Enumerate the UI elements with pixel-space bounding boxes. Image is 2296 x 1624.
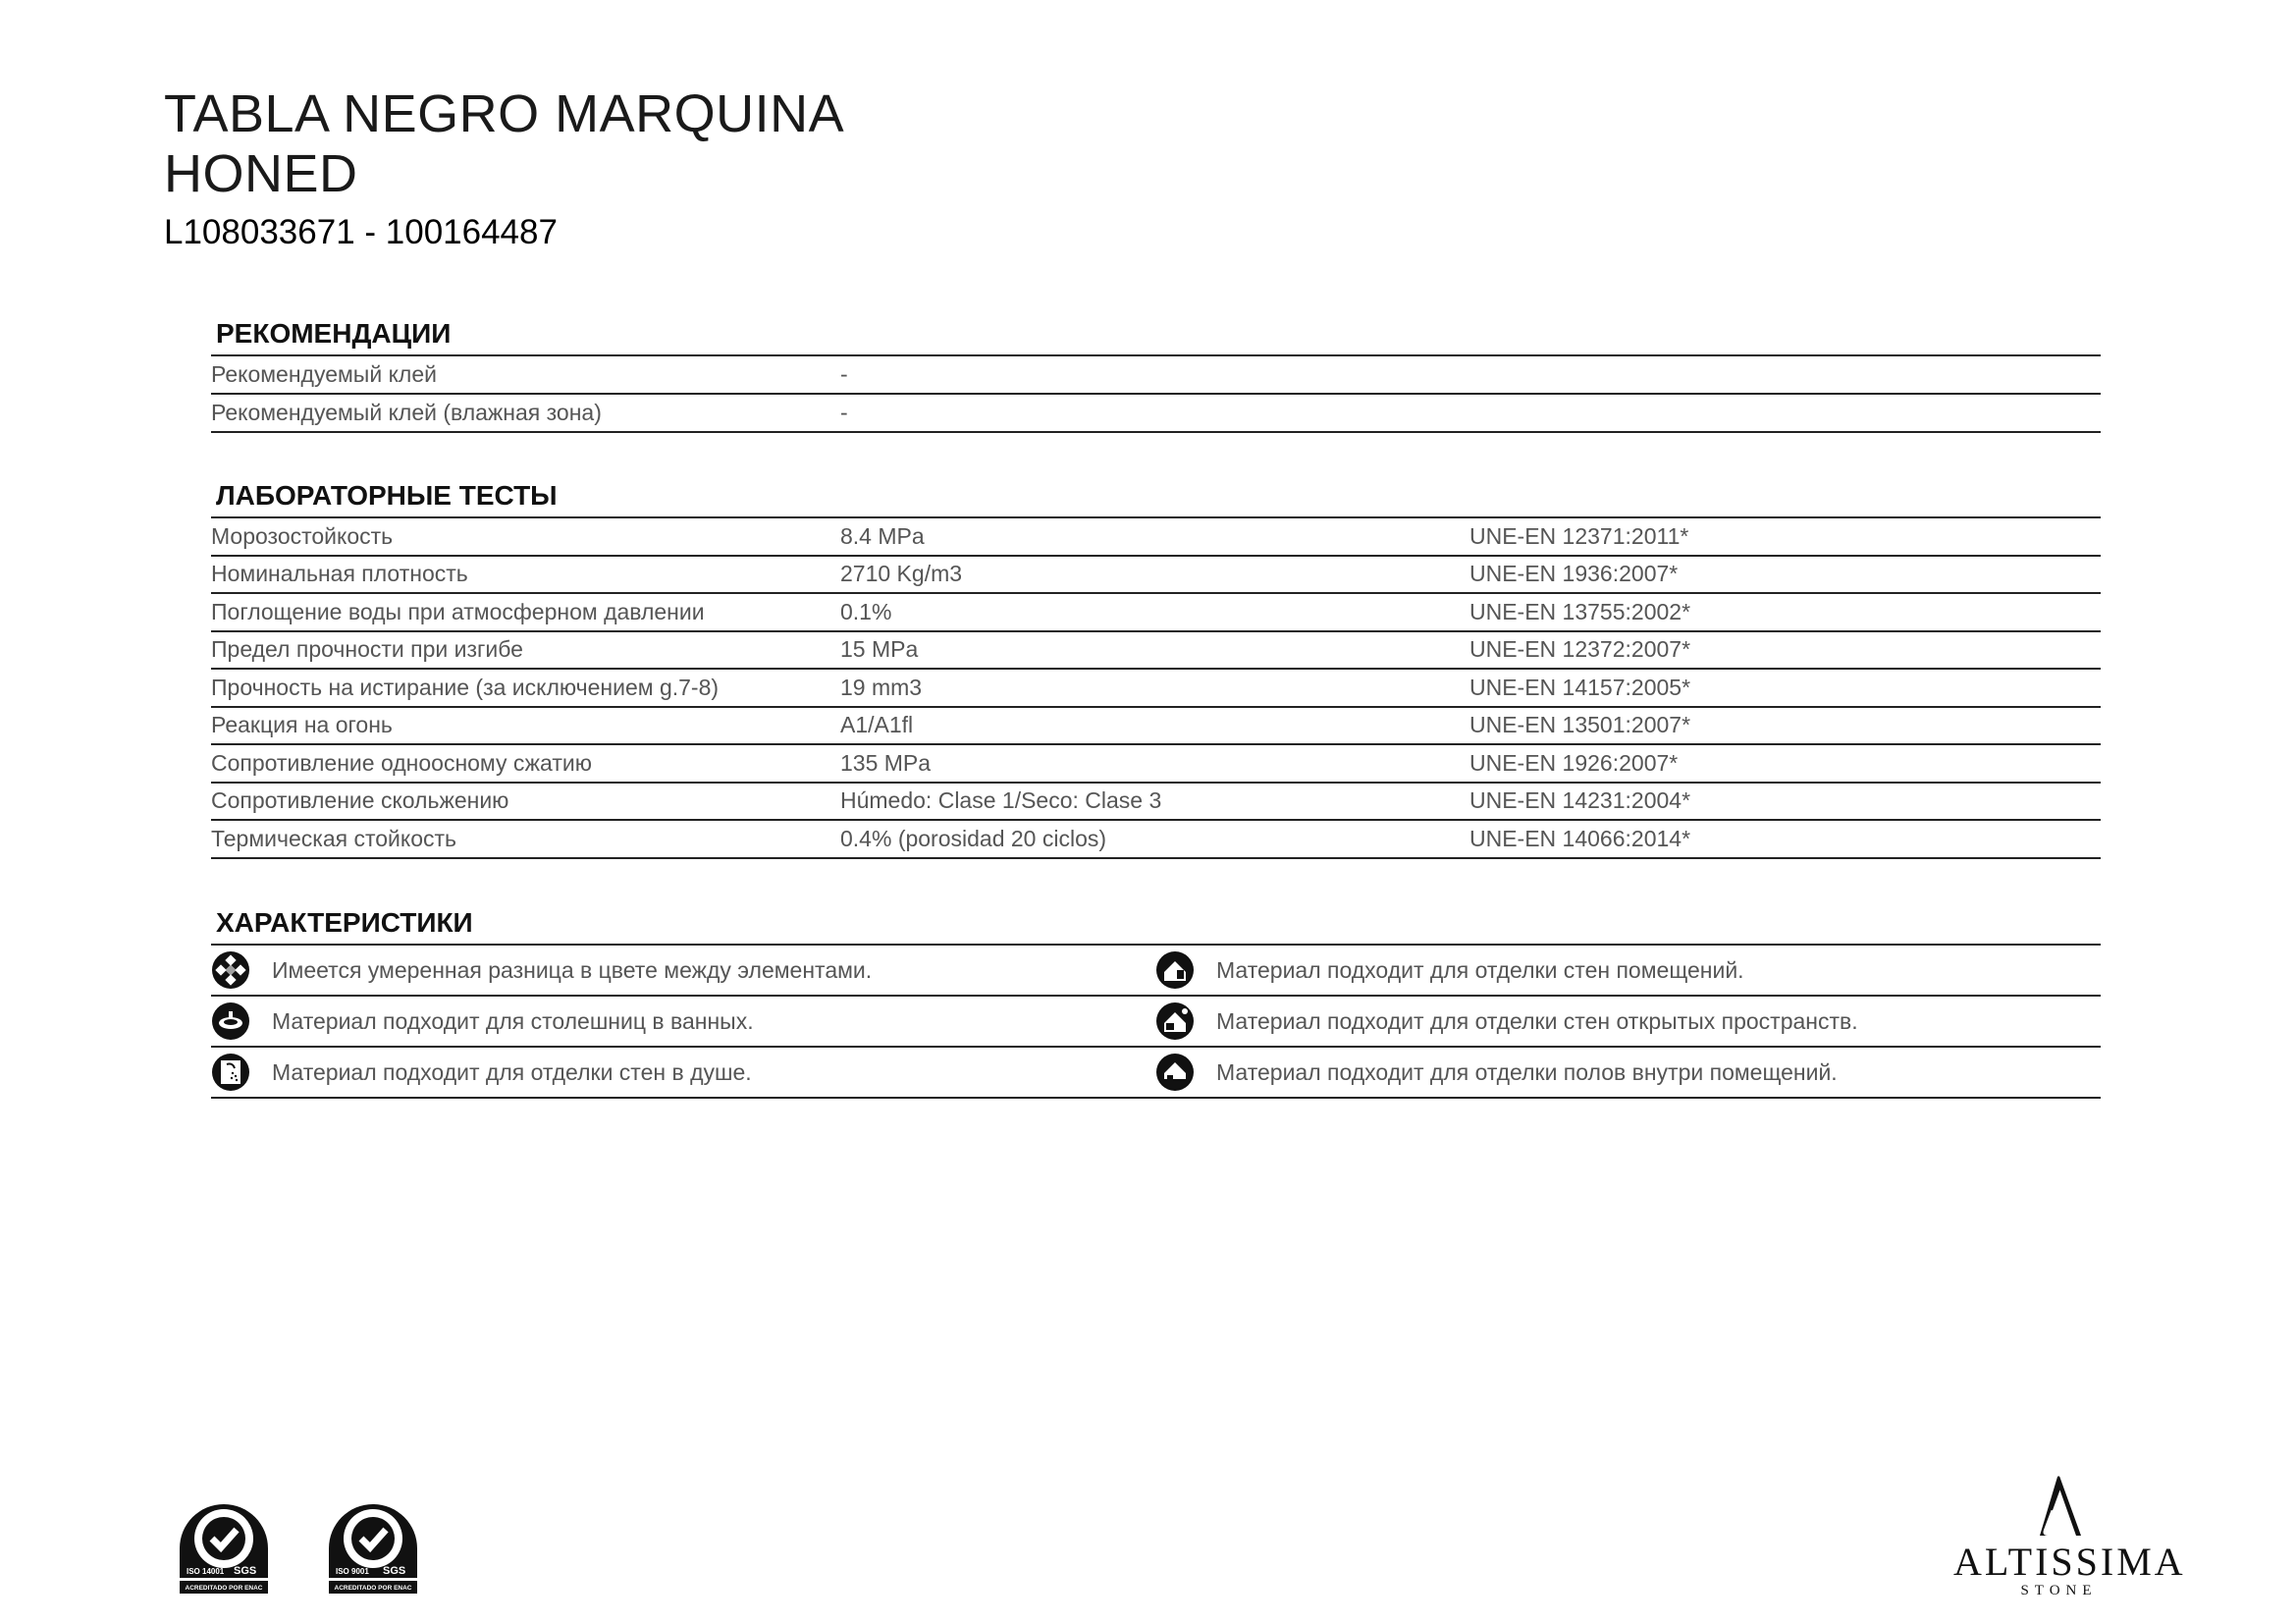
bathroom-countertop-icon — [211, 1001, 250, 1041]
test-norm: UNE-EN 14231:2004* — [1469, 787, 1691, 814]
row-label: Рекомендуемый клей — [211, 361, 437, 387]
test-name: Номинальная плотность — [211, 561, 468, 587]
feature-text: Материал подходит для отделки стен помещений. — [1216, 956, 1744, 983]
exterior-wall-icon — [1155, 1001, 1195, 1041]
cert-ring-text: SYSTEM CERTIFICATION — [182, 1491, 258, 1525]
cert-mark: SGS — [383, 1565, 406, 1577]
features-row — [211, 1048, 2101, 1099]
cert-mark: SGS — [234, 1565, 257, 1577]
test-value: 0.1% — [840, 598, 892, 624]
brand-subtitle: STONE — [2020, 1583, 2098, 1598]
test-value: 2710 Kg/m3 — [840, 561, 963, 587]
feature-item — [211, 950, 1155, 990]
test-name: Поглощение воды при атмосферном давлении — [211, 598, 705, 624]
test-name: Прочность на истирание (за исключением g.7-8) — [211, 674, 720, 700]
test-name: Реакция на огонь — [211, 712, 393, 738]
test-norm: UNE-EN 14157:2005* — [1469, 674, 1691, 700]
table-row — [211, 356, 2101, 395]
row-label: Рекомендуемый клей (влажная зона) — [211, 400, 602, 425]
test-norm: UNE-EN 1936:2007* — [1469, 561, 1679, 587]
cert-iso-label: ISO 14001 — [187, 1567, 225, 1576]
lab-tests-section — [211, 481, 2101, 859]
test-norm: UNE-EN 12372:2007* — [1469, 636, 1691, 663]
product-code: L108033671 - 100164487 — [164, 213, 558, 251]
features-section — [211, 908, 2101, 1099]
iso-9001-badge — [324, 1488, 422, 1596]
test-name: Предел прочности при изгибе — [211, 636, 523, 663]
row-value: - — [840, 400, 848, 425]
test-value: 15 MPa — [840, 636, 919, 663]
table-row — [211, 557, 2101, 595]
row-value: - — [840, 361, 848, 387]
feature-text: Материал подходит для столешниц в ванных. — [272, 1007, 754, 1034]
feature-item — [211, 1001, 1155, 1041]
feature-text: Материал подходит для отделки полов внутри помещений. — [1216, 1058, 1838, 1085]
test-name: Морозостойкость — [211, 522, 394, 549]
section-title: РЕКОМЕНДАЦИИ — [216, 318, 452, 349]
test-value: 0.4% (porosidad 20 ciclos) — [840, 825, 1107, 851]
brand-name: ALTISSIMA — [1953, 1540, 2186, 1584]
test-norm: UNE-EN 13755:2002* — [1469, 598, 1691, 624]
feature-item — [1155, 1053, 2100, 1092]
test-name: Сопротивление скольжению — [211, 787, 509, 814]
table-row — [211, 708, 2101, 746]
shower-wall-icon — [211, 1053, 250, 1092]
iso-14001-badge — [175, 1488, 273, 1596]
cert-footer: ACREDITADO POR ENAC — [185, 1585, 263, 1592]
section-title: ЛАБОРАТОРНЫЕ ТЕСТЫ — [216, 480, 558, 511]
test-value: 8.4 MPa — [840, 522, 925, 549]
product-title-line1: TABLA NEGRO MARQUINA — [164, 84, 845, 143]
feature-text: Материал подходит для отделки стен в душе. — [272, 1058, 752, 1085]
cert-ring-text: SYSTEM CERTIFICATION — [331, 1491, 407, 1525]
interior-floor-icon — [1155, 1053, 1195, 1092]
feature-item — [1155, 1001, 2100, 1041]
table-row — [211, 745, 2101, 784]
test-norm: UNE-EN 14066:2014* — [1469, 825, 1691, 851]
table-row — [211, 784, 2101, 822]
test-value: 135 MPa — [840, 749, 932, 776]
feature-item — [1155, 950, 2100, 990]
cert-footer: ACREDITADO POR ENAC — [334, 1585, 412, 1592]
feature-text: Имеется умеренная разница в цвете между элементами. — [272, 956, 873, 983]
feature-text: Материал подходит для отделки стен открытых пространств. — [1216, 1007, 1858, 1034]
feature-item — [211, 1053, 1155, 1092]
cert-iso-label: ISO 9001 — [336, 1567, 369, 1576]
test-value: A1/A1fl — [840, 712, 914, 738]
table-row — [211, 594, 2101, 632]
brand-mark-icon — [2030, 1473, 2089, 1542]
certification-badges — [175, 1488, 422, 1596]
brand-logo — [1953, 1473, 2186, 1599]
test-name: Сопротивление одноосному сжатию — [211, 749, 592, 776]
interior-wall-icon — [1155, 950, 1195, 990]
table-row — [211, 670, 2101, 708]
features-row — [211, 946, 2101, 997]
product-header — [164, 84, 844, 255]
test-value: Húmedo: Clase 1/Seco: Clase 3 — [840, 787, 1162, 814]
table-row — [211, 395, 2101, 433]
table-row — [211, 632, 2101, 671]
section-title: ХАРАКТЕРИСТИКИ — [216, 907, 473, 938]
test-value: 19 mm3 — [840, 674, 923, 700]
features-row — [211, 997, 2101, 1048]
test-name: Термическая стойкость — [211, 825, 457, 851]
test-norm: UNE-EN 1926:2007* — [1469, 749, 1679, 776]
test-norm: UNE-EN 12371:2011* — [1469, 522, 1689, 549]
color-variation-icon — [211, 950, 250, 990]
recommendations-section — [211, 319, 2101, 433]
table-row — [211, 518, 2101, 557]
product-title-line2: HONED — [164, 144, 358, 203]
test-norm: UNE-EN 13501:2007* — [1469, 712, 1691, 738]
table-row — [211, 821, 2101, 859]
